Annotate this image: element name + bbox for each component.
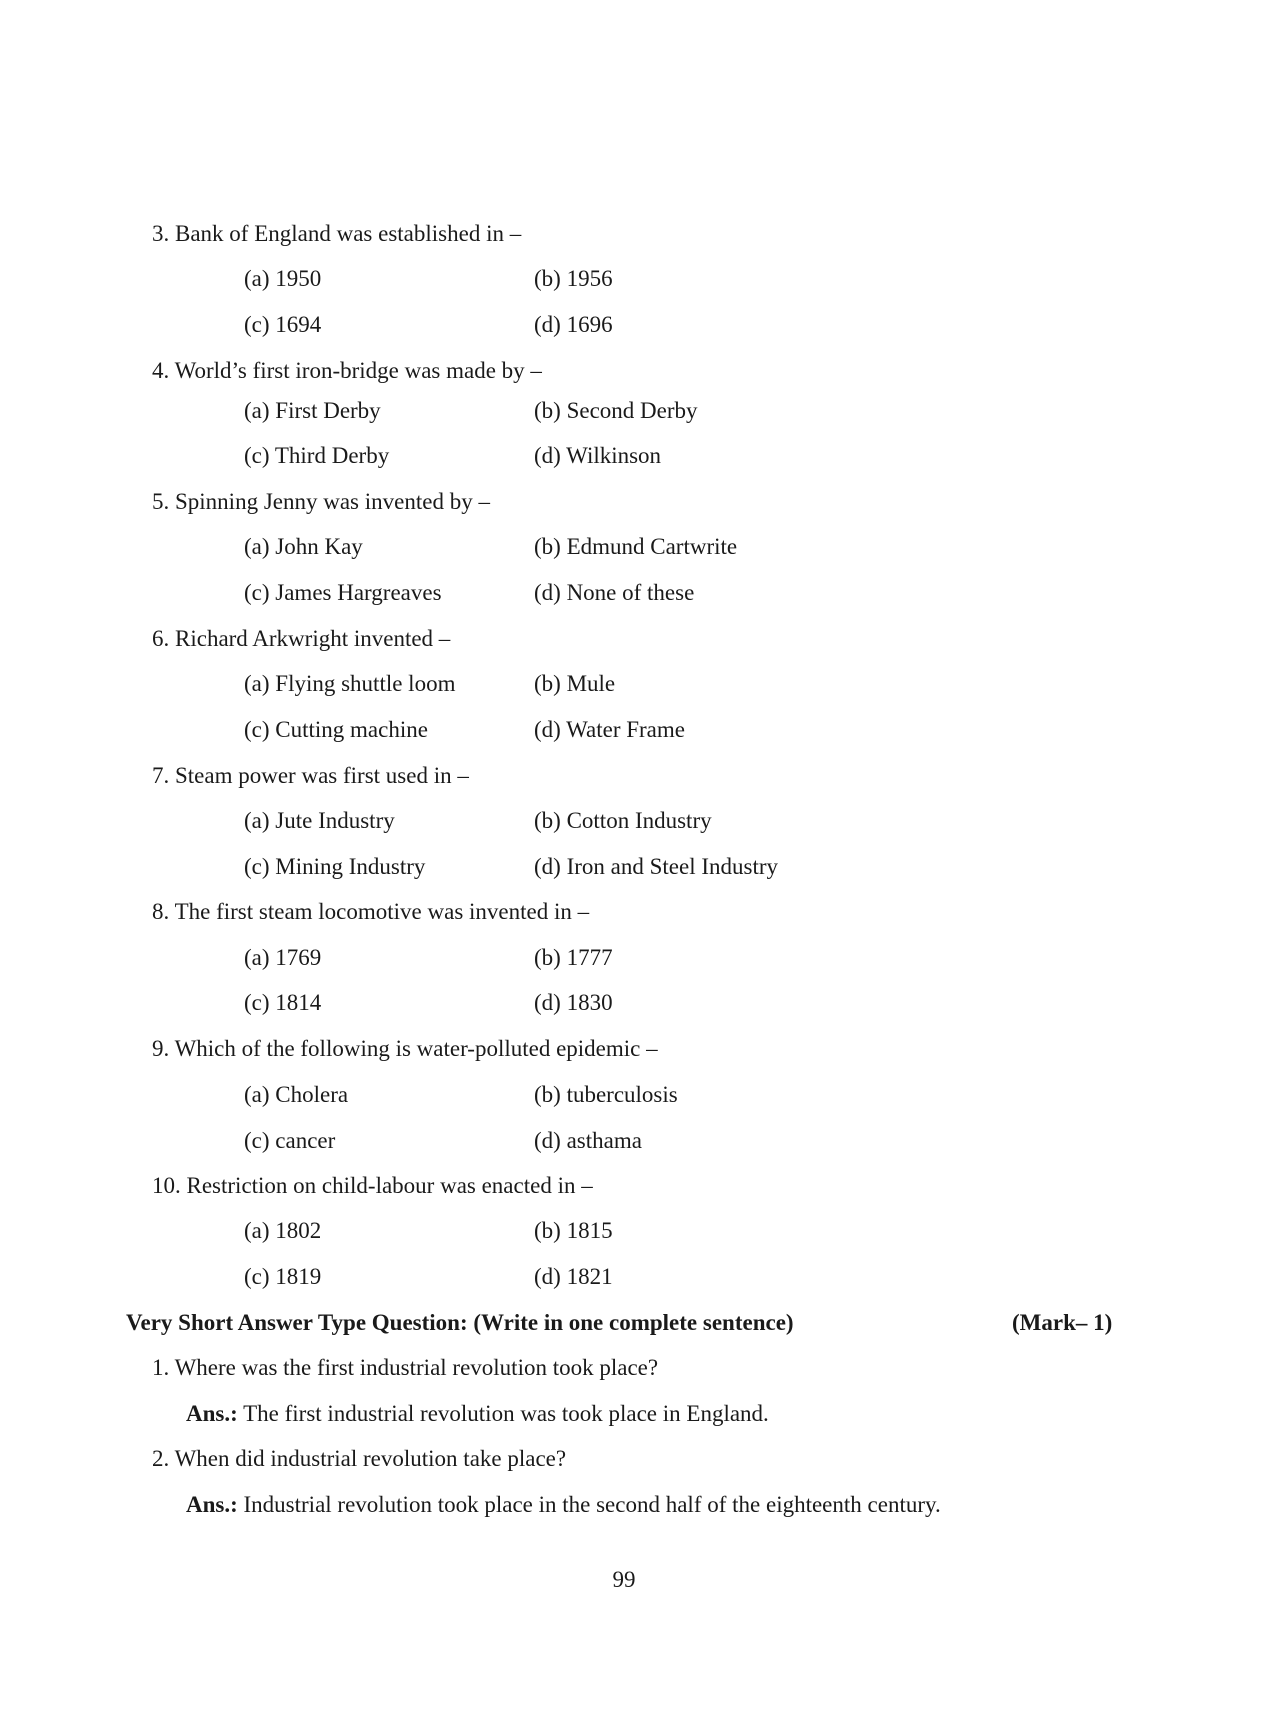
option-3b: (b) 1956 bbox=[534, 266, 613, 291]
option-5a: (a) John Kay bbox=[244, 534, 363, 559]
section-heading: Very Short Answer Type Question: (Write in one complete sentence) bbox=[126, 1310, 794, 1335]
option-7c: (c) Mining Industry bbox=[244, 854, 426, 879]
option-6c: (c) Cutting machine bbox=[244, 717, 428, 742]
short-question-2: 2. When did industrial revolution take place? bbox=[152, 1446, 567, 1471]
option-10c: (c) 1819 bbox=[244, 1264, 322, 1289]
answer-label: Ans.: bbox=[186, 1492, 238, 1517]
option-9a: (a) Cholera bbox=[244, 1082, 349, 1107]
question-5: 5. Spinning Jenny was invented by – bbox=[152, 489, 490, 514]
question-8: 8. The first steam locomotive was invented in – bbox=[152, 899, 590, 924]
short-question-1: 1. Where was the first industrial revolution took place? bbox=[152, 1355, 659, 1380]
option-7d: (d) Iron and Steel Industry bbox=[534, 854, 778, 879]
option-4c: (c) Third Derby bbox=[244, 443, 390, 468]
option-7b: (b) Cotton Industry bbox=[534, 808, 712, 833]
option-5d: (d) None of these bbox=[534, 580, 695, 605]
question-6: 6. Richard Arkwright invented – bbox=[152, 626, 451, 651]
question-4: 4. World’s first iron-bridge was made by – bbox=[152, 358, 542, 383]
question-10: 10. Restriction on child-labour was enacted in – bbox=[152, 1173, 593, 1198]
option-3a: (a) 1950 bbox=[244, 266, 322, 291]
option-4d: (d) Wilkinson bbox=[534, 443, 662, 468]
answer-text: The first industrial revolution was took place in England. bbox=[237, 1401, 769, 1426]
option-10b: (b) 1815 bbox=[534, 1218, 613, 1243]
option-8d: (d) 1830 bbox=[534, 990, 613, 1015]
option-5b: (b) Edmund Cartwrite bbox=[534, 534, 738, 559]
option-6b: (b) Mule bbox=[534, 671, 616, 696]
option-8c: (c) 1814 bbox=[244, 990, 322, 1015]
option-10d: (d) 1821 bbox=[534, 1264, 613, 1289]
question-9: 9. Which of the following is water-polluted epidemic – bbox=[152, 1036, 658, 1061]
answer-text: Industrial revolution took place in the second half of the eighteenth century. bbox=[237, 1492, 941, 1517]
option-9b: (b) tuberculosis bbox=[534, 1082, 678, 1107]
option-10a: (a) 1802 bbox=[244, 1218, 322, 1243]
short-answer-1 bbox=[186, 1400, 769, 1428]
option-3c: (c) 1694 bbox=[244, 312, 322, 337]
option-4a: (a) First Derby bbox=[244, 398, 381, 423]
answer-label: Ans.: bbox=[186, 1401, 238, 1426]
option-4b: (b) Second Derby bbox=[534, 398, 698, 423]
short-answer-2 bbox=[186, 1491, 941, 1519]
section-mark: (Mark– 1) bbox=[1012, 1310, 1113, 1335]
question-3: 3. Bank of England was established in – bbox=[152, 221, 522, 246]
option-8b: (b) 1777 bbox=[534, 945, 613, 970]
option-3d: (d) 1696 bbox=[534, 312, 613, 337]
option-9d: (d) asthama bbox=[534, 1128, 642, 1153]
option-6d: (d) Water Frame bbox=[534, 717, 685, 742]
option-5c: (c) James Hargreaves bbox=[244, 580, 442, 605]
page-number: 99 bbox=[612, 1567, 636, 1592]
option-6a: (a) Flying shuttle loom bbox=[244, 671, 456, 696]
question-7: 7. Steam power was first used in – bbox=[152, 763, 469, 788]
option-9c: (c) cancer bbox=[244, 1128, 336, 1153]
option-7a: (a) Jute Industry bbox=[244, 808, 395, 833]
option-8a: (a) 1769 bbox=[244, 945, 322, 970]
